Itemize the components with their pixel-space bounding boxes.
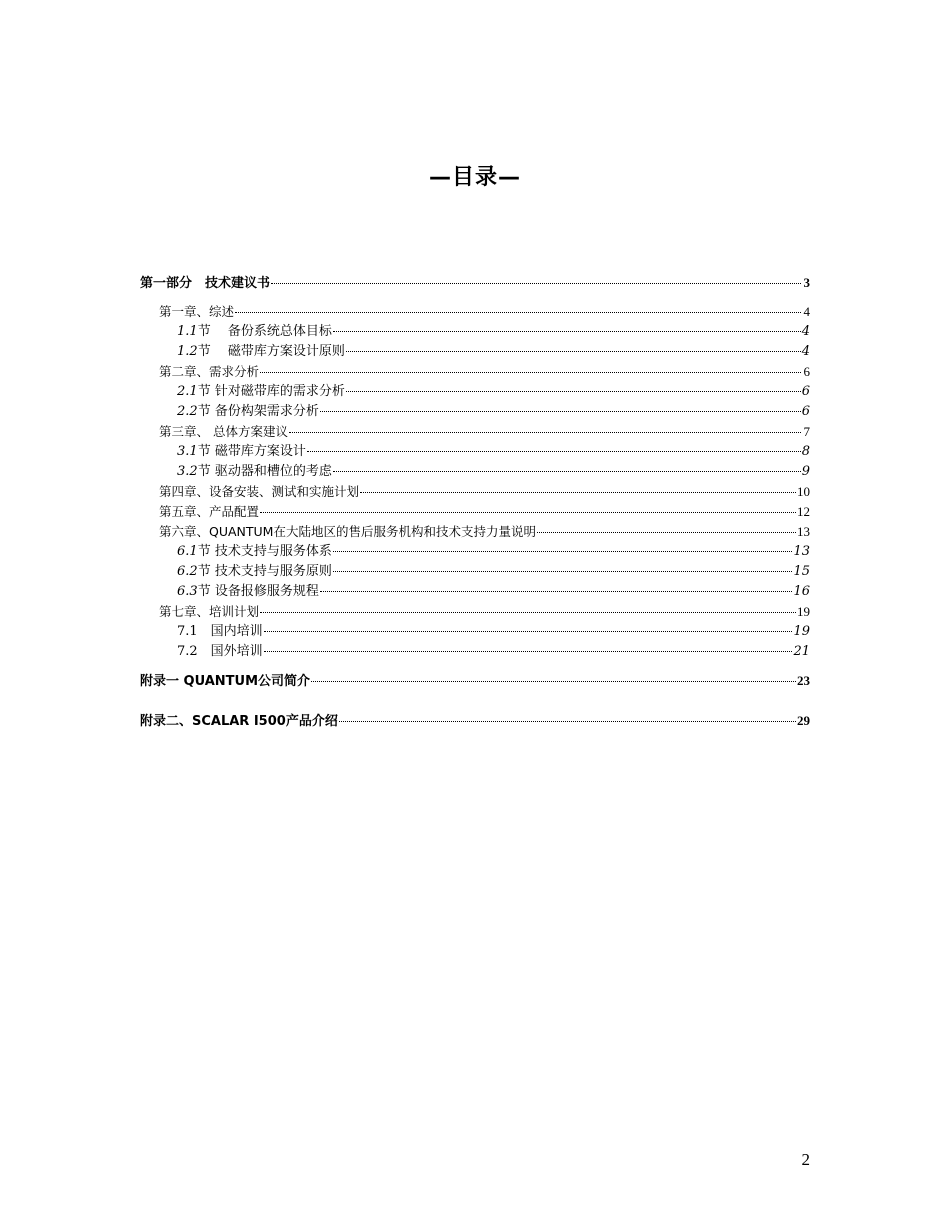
dot-leader <box>271 283 801 284</box>
dot-leader <box>360 492 796 493</box>
toc-label: 7.1 国内培训 <box>177 624 263 639</box>
toc-page: 6 <box>803 364 810 379</box>
toc-entry-chapter-2[interactable] <box>140 362 810 382</box>
dot-leader <box>260 372 801 373</box>
page-number: 2 <box>801 1150 810 1169</box>
toc-entry-appendix-2[interactable] <box>140 710 810 732</box>
toc-label: 第四章、设备安装、测试和实施计划 <box>159 484 360 499</box>
toc-entry-section-3-1[interactable]: 3.1 节 磁带库方案设计 8 <box>140 442 810 462</box>
toc-label: 节 备份系统总体目标 <box>197 324 332 339</box>
toc-entry-section-7-1[interactable] <box>140 622 810 642</box>
toc-label: 节 针对磁带库的需求分析 <box>197 384 345 399</box>
toc-entry-section-1-2[interactable]: 1.2 节 磁带库方案设计原则 4 <box>140 342 810 362</box>
dot-leader <box>333 571 793 572</box>
toc-page: 23 <box>797 673 810 688</box>
toc-label: 第三章、 总体方案建议 <box>159 424 288 439</box>
toc-page: 15 <box>793 564 810 579</box>
dot-leader <box>264 631 793 632</box>
toc-page: 9 <box>801 464 810 479</box>
dot-leader <box>333 331 801 332</box>
toc-page: 19 <box>793 624 810 639</box>
toc-entry-chapter-5[interactable] <box>140 502 810 522</box>
toc-page: 13 <box>793 544 810 559</box>
toc-page: 4 <box>801 344 810 359</box>
toc-entry-section-3-2[interactable]: 3.2 节 驱动器和槽位的考虑 9 <box>140 462 810 482</box>
toc-page: 10 <box>797 484 810 499</box>
toc-entry-chapter-1[interactable] <box>140 302 810 322</box>
dot-leader <box>289 432 801 433</box>
toc-label: 第七章、培训计划 <box>159 604 260 619</box>
toc-label: 节 磁带库方案设计原则 <box>197 344 345 359</box>
toc-label: 附录二、SCALAR I500产品介绍 <box>140 714 338 729</box>
dot-leader <box>311 681 796 682</box>
toc-label: 第六章、QUANTUM在大陆地区的售后服务机构和技术支持力量说明 <box>159 524 536 539</box>
toc-page: 8 <box>801 444 810 459</box>
toc-label: 节 备份构架需求分析 <box>197 404 319 419</box>
toc-entry-chapter-4[interactable] <box>140 482 810 502</box>
toc-page: 29 <box>797 713 810 728</box>
toc-entry-section-2-2[interactable]: 2.2 节 备份构架需求分析 6 <box>140 402 810 422</box>
dot-leader <box>264 651 793 652</box>
dot-leader <box>260 612 796 613</box>
toc-entry-section-6-3[interactable]: 6.3 节 设备报修服务规程 16 <box>140 582 810 602</box>
toc-label: 第一部分 技术建议书 <box>140 276 271 291</box>
toc-label: 第一章、综述 <box>159 304 235 319</box>
toc-entry-section-6-2[interactable]: 6.2 节 技术支持与服务原则 15 <box>140 562 810 582</box>
toc-page: 4 <box>803 304 810 319</box>
dot-leader <box>307 451 801 452</box>
toc-label: 节 技术支持与服务体系 <box>197 544 332 559</box>
toc-entry-chapter-7[interactable] <box>140 602 810 622</box>
toc-page: 21 <box>793 644 810 659</box>
toc-label: 7.2 国外培训 <box>177 644 263 659</box>
toc-entry-section-7-2[interactable] <box>140 642 810 662</box>
dot-leader <box>320 591 793 592</box>
toc-entry-section-2-1[interactable]: 2.1 节 针对磁带库的需求分析 6 <box>140 382 810 402</box>
toc-label: 附录一 QUANTUM公司简介 <box>140 674 311 689</box>
dot-leader <box>333 471 801 472</box>
toc-page: 3 <box>803 275 810 290</box>
dot-leader <box>235 312 801 313</box>
toc-label: 节 驱动器和槽位的考虑 <box>197 464 332 479</box>
toc-label: 第二章、需求分析 <box>159 364 260 379</box>
page-title: —目录— <box>428 165 521 190</box>
toc-page: 12 <box>797 504 810 519</box>
toc-page: 4 <box>801 324 810 339</box>
dot-leader <box>320 411 801 412</box>
toc-entry-appendix-1[interactable] <box>140 670 810 692</box>
toc-page: 6 <box>801 384 810 399</box>
toc-entry-chapter-3[interactable] <box>140 422 810 442</box>
toc-page: 16 <box>793 584 810 599</box>
toc-label: 节 设备报修服务规程 <box>197 584 319 599</box>
toc-label: 节 技术支持与服务原则 <box>197 564 332 579</box>
toc-label: 节 磁带库方案设计 <box>197 444 306 459</box>
toc-entry-chapter-6[interactable] <box>140 522 810 542</box>
toc-entry-section-1-1[interactable]: 1.1 节 备份系统总体目标 4 <box>140 322 810 342</box>
toc-entry-section-6-1[interactable]: 6.1 节 技术支持与服务体系 13 <box>140 542 810 562</box>
toc-page: 6 <box>801 404 810 419</box>
toc-page: 13 <box>797 524 810 539</box>
dot-leader <box>260 512 796 513</box>
toc-label: 第五章、产品配置 <box>159 504 260 519</box>
dot-leader <box>339 721 796 722</box>
toc-entry-part-1[interactable] <box>140 272 810 294</box>
dot-leader <box>333 551 793 552</box>
toc-page: 7 <box>803 424 810 439</box>
dot-leader <box>346 351 801 352</box>
table-of-contents <box>140 272 810 732</box>
dot-leader <box>346 391 801 392</box>
toc-page: 19 <box>797 604 810 619</box>
dot-leader <box>537 532 796 533</box>
